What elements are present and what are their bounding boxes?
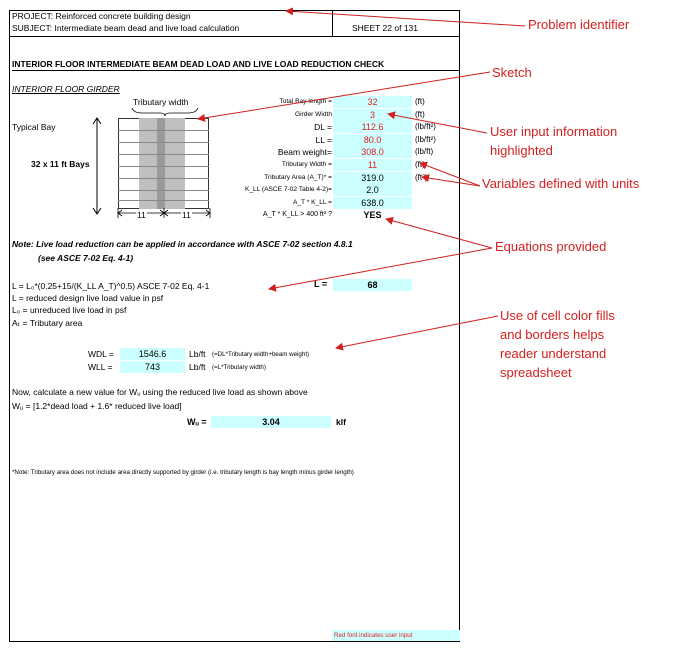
variable-value-cell[interactable]: 80.0 bbox=[333, 134, 412, 146]
wu-label: Wᵤ = bbox=[187, 417, 207, 427]
variable-label: LL = bbox=[315, 135, 332, 145]
variable-unit: (lb/ft²) bbox=[415, 122, 436, 131]
variable-label: A_T * K_LL = bbox=[292, 199, 332, 206]
bays-label: 32 x 11 ft Bays bbox=[31, 159, 90, 169]
footnote: *Note: Tributary area does not include area directly supported by girder (i.e. tributary length is bay length minus girder length) bbox=[12, 469, 354, 476]
variable-unit: (ft) bbox=[415, 160, 425, 169]
variable-value-cell[interactable]: 2.0 bbox=[333, 184, 412, 196]
variable-unit: (ft²) bbox=[415, 173, 428, 182]
variable-label: Tributary Area (A_T)* = bbox=[264, 174, 332, 181]
variable-unit: (lb/ft²) bbox=[415, 135, 436, 144]
wu-value-cell[interactable]: 3.04 bbox=[211, 416, 331, 428]
wdl-unit: Lb/ft bbox=[189, 349, 206, 359]
variable-label: Girder Width bbox=[294, 111, 332, 118]
variable-value-cell[interactable]: YES bbox=[363, 210, 382, 220]
variable-label: Total Bay length = bbox=[279, 98, 332, 105]
wll-note: (=L*Tributary width) bbox=[212, 364, 266, 371]
page-title: INTERIOR FLOOR INTERMEDIATE BEAM DEAD LOAD AND LIVE LOAD REDUCTION CHECK bbox=[12, 59, 385, 69]
variable-label: Beam weight= bbox=[277, 147, 332, 157]
variable-value-cell[interactable]: 308.0 bbox=[333, 146, 412, 158]
variable-value-cell[interactable]: 11 bbox=[333, 159, 412, 171]
wu-formula: Wᵤ = [1.2*dead load + 1.6* reduced live load] bbox=[12, 401, 182, 411]
wu-intro: Now, calculate a new value for Wᵤ using the reduced live load as shown above bbox=[12, 387, 308, 397]
variable-value-cell[interactable]: 32 bbox=[333, 96, 412, 108]
variable-unit: (ft) bbox=[415, 110, 425, 119]
annotation-variables: Variables defined with units bbox=[482, 176, 640, 191]
l-value-cell[interactable]: 68 bbox=[333, 279, 412, 291]
wdl-note: (=DL*Tributary width+beam weight) bbox=[212, 351, 310, 358]
variable-unit: (lb/ft) bbox=[415, 147, 434, 156]
variable-label: DL = bbox=[314, 122, 332, 132]
dim-left: 11 bbox=[137, 210, 146, 220]
sheet-number: SHEET 22 of 131 bbox=[352, 23, 418, 33]
live-load-equation: L = L₀*(0.25+15/(K_LL A_T)^0.5) ASCE 7-02 Eq. 4-1 bbox=[12, 281, 210, 291]
wdl-value-cell[interactable]: 1546.6 bbox=[120, 348, 185, 360]
variable-label: Tributary Width = bbox=[281, 161, 332, 168]
annotation-problem-identifier: Problem identifier bbox=[528, 17, 630, 32]
wll-value-cell[interactable]: 743 bbox=[120, 361, 185, 373]
variable-value-cell[interactable]: 319.0 bbox=[333, 172, 412, 184]
annotation-cell-color: Use of cell color fills and borders helps reader understand spreadsheet bbox=[500, 308, 615, 380]
typical-bay-label: Typical Bay bbox=[12, 122, 56, 132]
section-heading: INTERIOR FLOOR GIRDER bbox=[12, 84, 120, 94]
annotation-user-input: User input information highlighted bbox=[490, 124, 618, 158]
dim-right: 11 bbox=[182, 210, 191, 220]
variable-unit: (ft) bbox=[415, 97, 425, 106]
equation-def-at: Aₜ = Tributary area bbox=[12, 318, 83, 328]
subject-line: SUBJECT: Intermediate beam dead and live load calculation bbox=[12, 23, 240, 33]
l-label: L = bbox=[314, 279, 328, 289]
legend-red-font: Red font indicates user input bbox=[332, 630, 460, 641]
wu-unit: klf bbox=[336, 417, 346, 427]
variable-value-cell[interactable]: 638.0 bbox=[333, 197, 412, 209]
variable-value-cell[interactable]: 3 bbox=[333, 109, 412, 121]
variable-value-cell[interactable]: 112.6 bbox=[333, 121, 412, 133]
project-line: PROJECT: Reinforced concrete building design bbox=[12, 11, 191, 21]
note-line-1: Note: Live load reduction can be applied in accordance with ASCE 7-02 section 4.8.1 bbox=[12, 239, 353, 249]
annotation-equations: Equations provided bbox=[495, 239, 607, 254]
wll-unit: Lb/ft bbox=[189, 362, 206, 372]
note-line-2: (see ASCE 7-02 Eq. 4-1) bbox=[38, 253, 134, 263]
annotation-sketch: Sketch bbox=[492, 65, 532, 80]
equation-def-l0: L₀ = unreduced live load in psf bbox=[12, 305, 127, 315]
wdl-label: WDL = bbox=[88, 349, 114, 359]
tributary-width-label: Tributary width bbox=[133, 97, 189, 107]
wll-label: WLL = bbox=[88, 362, 113, 372]
variable-label: K_LL (ASCE 7-02 Table 4-2)= bbox=[244, 186, 332, 193]
variable-label: A_T * K_LL > 400 ft² ? bbox=[262, 211, 332, 218]
equation-def-l: L = reduced design live load value in psf bbox=[12, 293, 164, 303]
